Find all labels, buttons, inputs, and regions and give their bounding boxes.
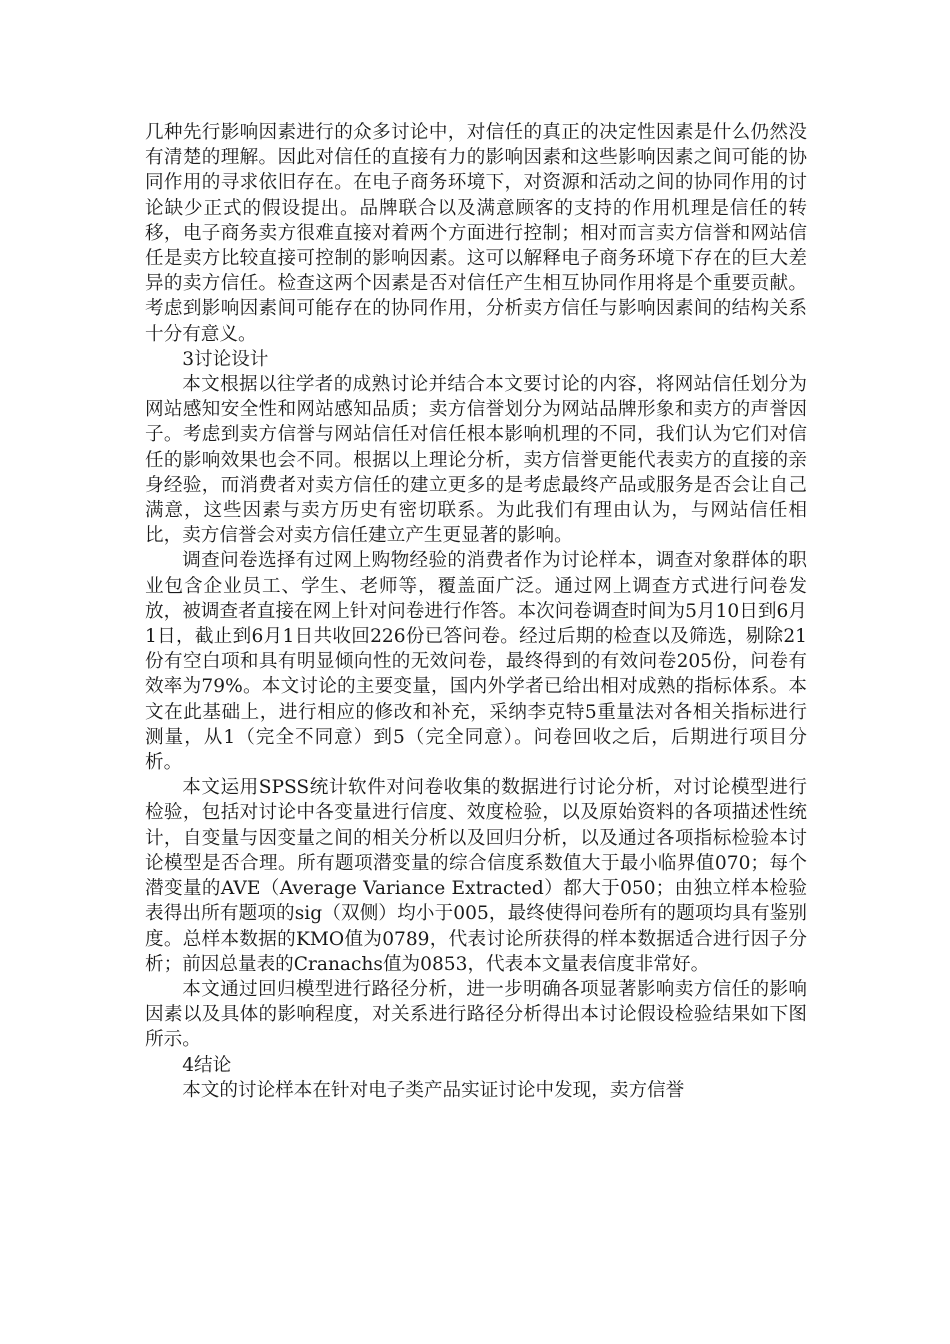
section-4-heading: 4结论 <box>182 1054 232 1076</box>
section-3-heading: 3讨论设计 <box>182 348 269 370</box>
section-3-paragraph-4: 本文通过回归模型进行路径分析，进一步明确各项显著影响卖方信任的影响因素以及具体的影响程度，对关系进行路径分析得出本讨论假设检验结果如下图所示。 <box>145 978 807 1051</box>
section-3-paragraph-2: 调查问卷选择有过网上购物经验的消费者作为讨论样本，调查对象群体的职业包含企业员工、学生、老师等，覆盖面广泛。通过网上调查方式进行问卷发放，被调查者直接在网上针对问卷进行作答。本次问卷调查时间为5月10日到6月1日，截止到6月1日共收回226份已答问卷。经过后期的检查以及筛选，剔除21份有空白项和具有明显倾向性的无效问卷，最终得到的有效问卷205份，问卷有效率为79%。本文讨论的主要变量，国内外学者已给出相对成熟的指标体系。本文在此基础上，进行相应的修改和补充，采纳李克特5重量法对各相关指标进行测量，从1（完全不同意）到5（完全同意）。问卷回收之后，后期进行项目分析。 <box>145 550 807 774</box>
section-3-paragraph-3: 本文运用SPSS统计软件对问卷收集的数据进行讨论分析，对讨论模型进行检验，包括对讨论中各变量进行信度、效度检验，以及原始资料的各项描述性统计，自变量与因变量之间的相关分析以及回归分析，以及通过各项指标检验本讨论模型是否合理。所有题项潜变量的综合信度系数值大于最小临界值070；每个潜变量的AVE（Average Variance Extracted）都大于050；由独立样本检验表得出所有题项的sig（双侧）均小于005，最终使得问卷所有的题项均具有鉴别度。总样本数据的KMO值为0789，代表讨论所获得的样本数据适合进行因子分析；前因总量表的Cranachs值为0853，代表本文量表信度非常好。 <box>145 777 807 975</box>
document-body <box>145 120 807 1103</box>
section-3-paragraph-1: 本文根据以往学者的成熟讨论并结合本文要讨论的内容，将网站信任划分为网站感知安全性和网站感知品质；卖方信誉划分为网站品牌形象和卖方的声誉因子。考虑到卖方信誉与网站信任对信任根本影响机理的不同，我们认为它们对信任的影响效果也会不同。根据以上理论分析，卖方信誉更能代表卖方的直接的亲身经验，而消费者对卖方信任的建立更多的是考虑最终产品或服务是否会让自己满意，这些因素与卖方历史有密切联系。为此我们有理由认为，与网站信任相比，卖方信誉会对卖方信任建立产生更显著的影响。 <box>145 374 807 547</box>
intro-paragraph: 几种先行影响因素进行的众多讨论中，对信任的真正的决定性因素是什么仍然没有清楚的理解。因此对信任的直接有力的影响因素和这些影响因素之间可能的协同作用的寻求依旧存在。在电子商务环境下，对资源和活动之间的协同作用的讨论缺少正式的假设提出。品牌联合以及满意顾客的支持的作用机理是信任的转移，电子商务卖方很难直接对着两个方面进行控制；相对而言卖方信誉和网站信任是卖方比较直接可控制的影响因素。这可以解释电子商务环境下存在的巨大差异的卖方信任。检查这两个因素是否对信任产生相互协同作用将是个重要贡献。考虑到影响因素间可能存在的协同作用，分析卖方信任与影响因素间的结构关系十分有意义。 <box>145 122 807 345</box>
section-4-paragraph-1: 本文的讨论样本在针对电子类产品实证讨论中发现，卖方信誉 <box>182 1079 685 1101</box>
